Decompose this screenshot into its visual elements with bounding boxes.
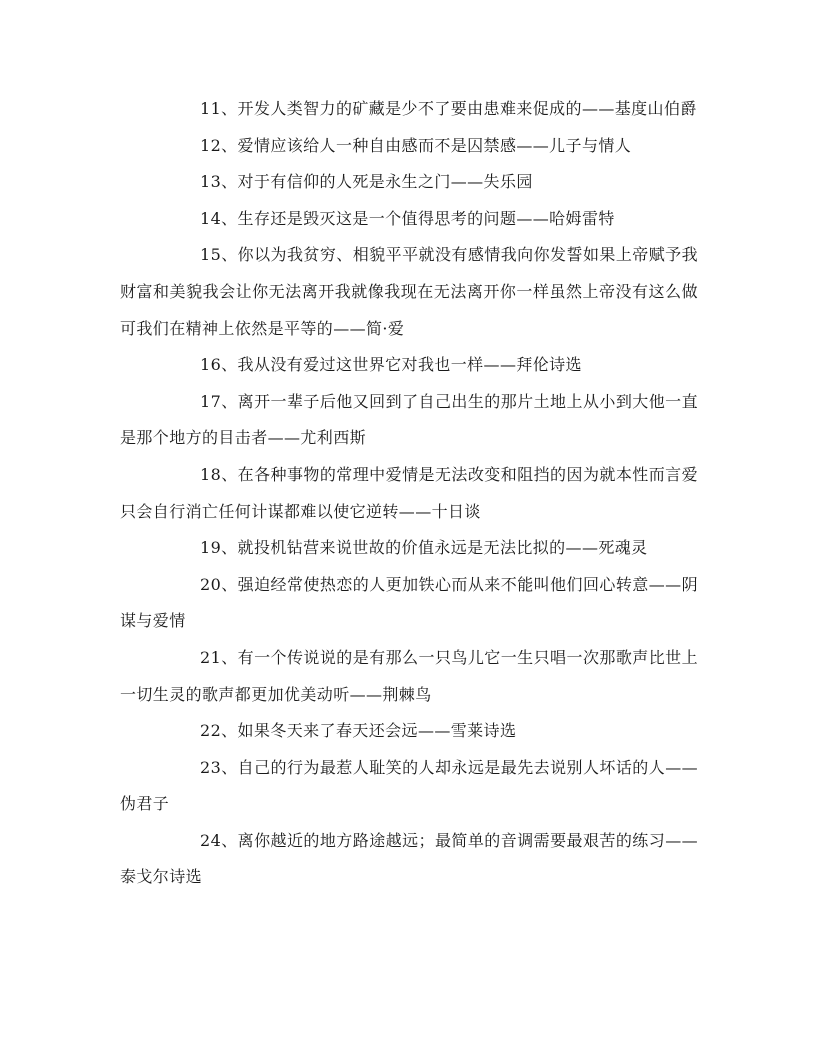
quote-paragraph: 16、我从没有爱过这世界它对我也一样——拜伦诗选 [200, 355, 582, 375]
quote-paragraph: 15、你以为我贫穷、相貌平平就没有感情我向你发誓如果上帝赋予我财富和美貌我会让你无法离开我就像我现在无法离开你一样虽然上帝没有这么做可我们在精神上依然是平等的——简·爱 [120, 245, 698, 338]
quote-paragraph: 13、对于有信仰的人死是永生之门——失乐园 [200, 172, 533, 192]
quote-paragraph: 12、爱情应该给人一种自由感而不是囚禁感——儿子与情人 [200, 135, 632, 155]
quote-paragraph: 11、开发人类智力的矿藏是少不了要由患难来促成的——基度山伯爵 [200, 99, 697, 118]
quote-paragraph: 17、离开一辈子后他又回到了自己出生的那片土地上从小到大他一直是那个地方的目击者——尤利西斯 [120, 391, 698, 448]
quote-paragraph: 20、强迫经常使热恋的人更加铁心而从来不能叫他们回心转意——阴谋与爱情 [120, 574, 698, 631]
quote-paragraph: 24、离你越近的地方路途越远；最简单的音调需要最艰苦的练习——泰戈尔诗选 [120, 830, 698, 887]
quote-paragraph: 23、自己的行为最惹人耻笑的人却永远是最先去说别人坏话的人——伪君子 [120, 757, 698, 814]
quote-paragraph: 14、生存还是毁灭这是一个值得思考的问题——哈姆雷特 [200, 208, 615, 228]
quote-paragraph: 18、在各种事物的常理中爱情是无法改变和阻挡的因为就本性而言爱只会自行消亡任何计谋都难以使它逆转——十日谈 [120, 464, 698, 521]
quote-paragraph: 19、就投机钻营来说世故的价值永远是无法比拟的——死魂灵 [200, 538, 648, 558]
quote-paragraph: 22、如果冬天来了春天还会远——雪莱诗选 [200, 721, 517, 741]
quote-list [120, 91, 698, 896]
quote-paragraph: 21、有一个传说说的是有那么一只鸟儿它一生只唱一次那歌声比世上一切生灵的歌声都更加优美动听——荆棘鸟 [120, 647, 698, 704]
